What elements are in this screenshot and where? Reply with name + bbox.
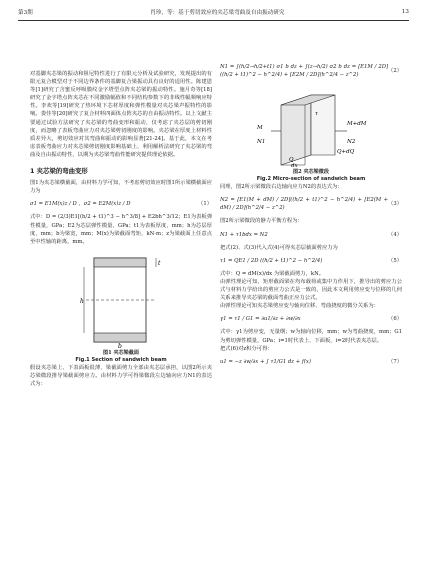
equation-2-body: N1 = ∫(h/2→h/2+t1) σ1 b dz + ∫(z→h/2) σ2 b dz = [E1M / 2D]((h/2 + t1)^2 − h^2/4) + [E2M / 2D](h^2/4 − z^2): [220, 64, 389, 79]
label-h: h: [80, 297, 84, 305]
equation-1-body: σ1 = E1M(x)z / D ，σ2 = E2M(x)z / D: [30, 201, 131, 208]
equation-6-body: γ1 = τ1 / G1 = ∂u1/∂z + ∂w/∂x: [220, 316, 301, 323]
page-number: 13: [401, 9, 409, 15]
equation-6-number: （6）: [388, 316, 402, 323]
label-q: Q: [289, 157, 294, 164]
equation-5-number: （5）: [388, 257, 402, 264]
label-n2: N2: [347, 139, 356, 146]
paragraph-eq3-intro: 同理，图2所示梁微段右边轴向应力N2的表达式为：: [220, 184, 343, 191]
equation-5-body: τ1 = QE1 / 2D ((h/2 + t1)^2 − h^2/4): [220, 257, 323, 264]
equation-1-explanation: 式中：D = (2/3)E1[(h/2 + t1)^3 − h^3/8] + E2bh^3/12；E1为表板弹性模量，GPa；E2为芯层弹性模量，GPa；t1为表板厚度，mm；h为芯层厚度，mm；b为梁宽，mm；M(x)为梁截面弯矩，kN·m；z为梁截面上任意点至中性轴的距离，mm。: [30, 214, 212, 245]
equation-1: [30, 200, 212, 208]
label-dx: dx: [291, 163, 298, 168]
label-m-dm: M+dM: [347, 121, 367, 128]
left-column: [30, 70, 212, 388]
bottom-face-sheet: [94, 333, 146, 342]
label-b: b: [118, 342, 122, 348]
top-face-sheet: [94, 258, 146, 267]
label-t: t: [158, 259, 161, 267]
figure-2-micro-section: [251, 85, 371, 167]
equation-5: [220, 257, 402, 265]
section-1-title: 1 夹芯梁的弯曲变形: [30, 167, 88, 176]
label-n1: N1: [257, 139, 266, 146]
equation-4: [220, 231, 402, 239]
equation-7-body: u1 = −z ∂w/∂x + ∫ τ1/G1 dz + f(x): [220, 358, 311, 365]
issue-number: 第3期: [18, 10, 33, 16]
running-title: 肖珍，等：基于剪切效应的夹芯梁弯曲及自由振动研究: [150, 10, 285, 16]
intro-paragraph: 对基脚夹芯梁的振动和阻尼特性进行了有限元分析及试验研究，发现提出的有限元复合模型对于不同边界条件的基脚复合梁振动具有良好的适用性。陈建恩等[1]研究了含蜜反呼吸膜纹金字塔型点阵夹芯梁的振动特性。施月奇等[18]研究了金字塔点阵夹芯在不同激励幅值和不同结构参数下的非线性幅频响应特性。李欢等[19]研究了热环境下芯材厚度和弹性模量对夹芯梁声振特性的影响。娄佳等[20]研究了复合材料四面体点阵夹芯的自由振动特性。以上文献主要通过试验方法研究了夹芯梁的弯曲变形和振动，仅考虑了夹芯层的剪切刚度，而忽略了表板弯曲应力对夹芯梁剪切刚度的影响。夹芯梁在厚度上材料性质差异大，剪切效应对其弯曲和振动的影响显著[21-24]。基于此，本文在考虑表板弯曲应力对夹芯梁剪切刚度影响基础上，利用解析法研究了夹芯梁的弯曲及自由振动特性，以期为夹芯梁弯曲性能研究提供理论依据。: [30, 71, 212, 158]
label-q-dq: Q+dQ: [337, 149, 355, 156]
equation-3: [220, 196, 402, 212]
equation-4-body: N1 + τ1bdx = N2: [220, 231, 268, 238]
paragraph-after-figure-1: 假设夹芯梁上、下表面板很薄，梁截面剪力全部由夹芯层承担，以图2所示夹芯梁微段推导梁截面剪应力。由材料力学可得梁微段左边轴向应力N1的表达式为：: [30, 364, 212, 387]
figure-1-caption-cn: 图1 夹芯梁截面: [103, 349, 139, 356]
section-1-paragraph: 图1为夹芯梁横截面，由材料力学可知，不考虑剪切效应时图1所示梁横截面应力为: [30, 180, 212, 195]
label-tau: τ: [315, 111, 319, 118]
equation-1-number: （1）: [198, 201, 212, 208]
paragraph-eq7-intro: 把式(6)对z积分可得：: [220, 345, 273, 352]
right-column: [220, 58, 402, 371]
figure-2-caption: [220, 169, 402, 183]
equation-7: [220, 358, 402, 366]
figure-1: [30, 252, 212, 348]
equation-2: [220, 63, 402, 79]
equation-6-explanation: 式中：γ1为剪应变，无量纲；w为轴向位移，mm；w为弯曲挠度，mm；G1为剪切弹性模量，GPa；i=1时代表上、下面板，i=2时代表夹芯层。: [220, 329, 402, 344]
label-m: M: [257, 125, 263, 132]
figure-1-cross-section: [78, 252, 164, 348]
figure-1-caption: [30, 350, 212, 364]
figure-2: [220, 85, 402, 167]
figure-1-caption-en: Fig.1 Section of sandwich beam: [75, 356, 167, 363]
equation-3-body: N2 = [E1(M + dM) / 2D]((h/2 + t1)^2 − h^2/4) + [E2(M + dM) / 2D](h^2/4 − z^2): [220, 197, 389, 212]
page-header: [18, 6, 409, 21]
paragraph-rigidity: 由弹性理论可知，矩形截面梁在均布载荷或集中力作用下，推导出的剪应力公式与材料力学给出的剪应力公式是一致的，因此本文利用剪应变与位移的几何关系来推导夹芯梁的截面弯曲正应力公式。: [220, 278, 402, 302]
figure-2-caption-cn: 图2 夹芯梁微段: [293, 169, 329, 176]
equation-2-number: （2）: [388, 68, 402, 75]
equation-4-number: （4）: [388, 231, 402, 238]
paragraph-eq4-intro: 图2所示梁微段的静力平衡方程为：: [220, 218, 303, 225]
figure-2-caption-en: Fig.2 Micro-section of sandwich beam: [256, 176, 366, 183]
paragraph-strain-displacement: 由弹性理论可知夹芯梁剪应变与轴向位移、弯曲挠度的微分关系为：: [220, 303, 379, 310]
paragraph-eq5-intro: 把式(2)、式(3)代入式(4)可得夹芯层截面剪应力为: [220, 244, 338, 251]
equation-5-explanation: 式中：Q = dM(x)/dx 为梁截面剪力，kN。: [220, 270, 325, 277]
equation-6: [220, 315, 402, 323]
equation-3-number: （3）: [388, 201, 402, 208]
equation-7-number: （7）: [388, 358, 402, 365]
